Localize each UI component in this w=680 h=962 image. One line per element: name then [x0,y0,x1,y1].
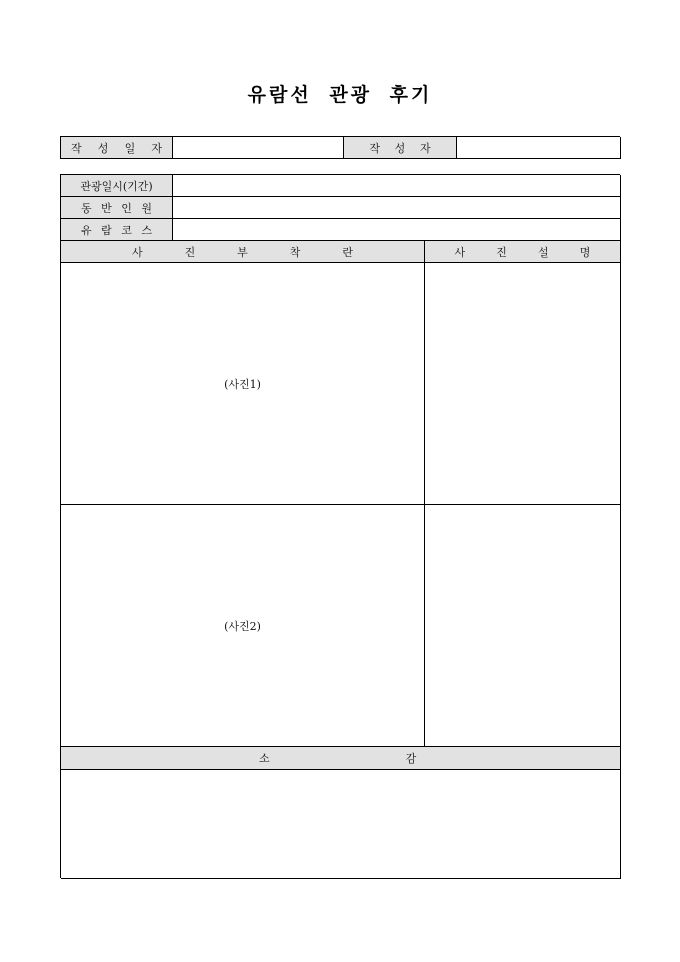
author-info-table [60,136,620,159]
date-label: 작 성 일 자 [61,137,173,159]
photo-2-area[interactable] [61,505,425,747]
photo-section-header: 사 진 부 착 란 [61,241,425,263]
photo-1-description[interactable] [425,263,621,505]
companions-label: 동 반 인 원 [61,197,173,219]
date-field[interactable] [173,137,344,159]
photo-1-area[interactable] [61,263,425,505]
impressions-header: 소 감 [61,747,621,770]
photo-2-placeholder: (사진2) [224,619,261,633]
tour-review-table [60,174,620,878]
page-title: 유람선 관광 후기 [247,84,433,106]
impressions-field[interactable] [61,770,621,879]
tour-date-label: 관광일시(기간) [61,175,173,197]
course-label: 유 람 코 스 [61,219,173,241]
photo-2-description[interactable] [425,505,621,747]
course-field[interactable] [173,219,621,241]
photo-1-placeholder: (사진1) [224,377,261,391]
author-field[interactable] [457,137,621,159]
author-label: 작 성 자 [344,137,457,159]
tour-date-field[interactable] [173,175,621,197]
photo-description-header: 사 진 설 명 [425,241,621,263]
companions-field[interactable] [173,197,621,219]
